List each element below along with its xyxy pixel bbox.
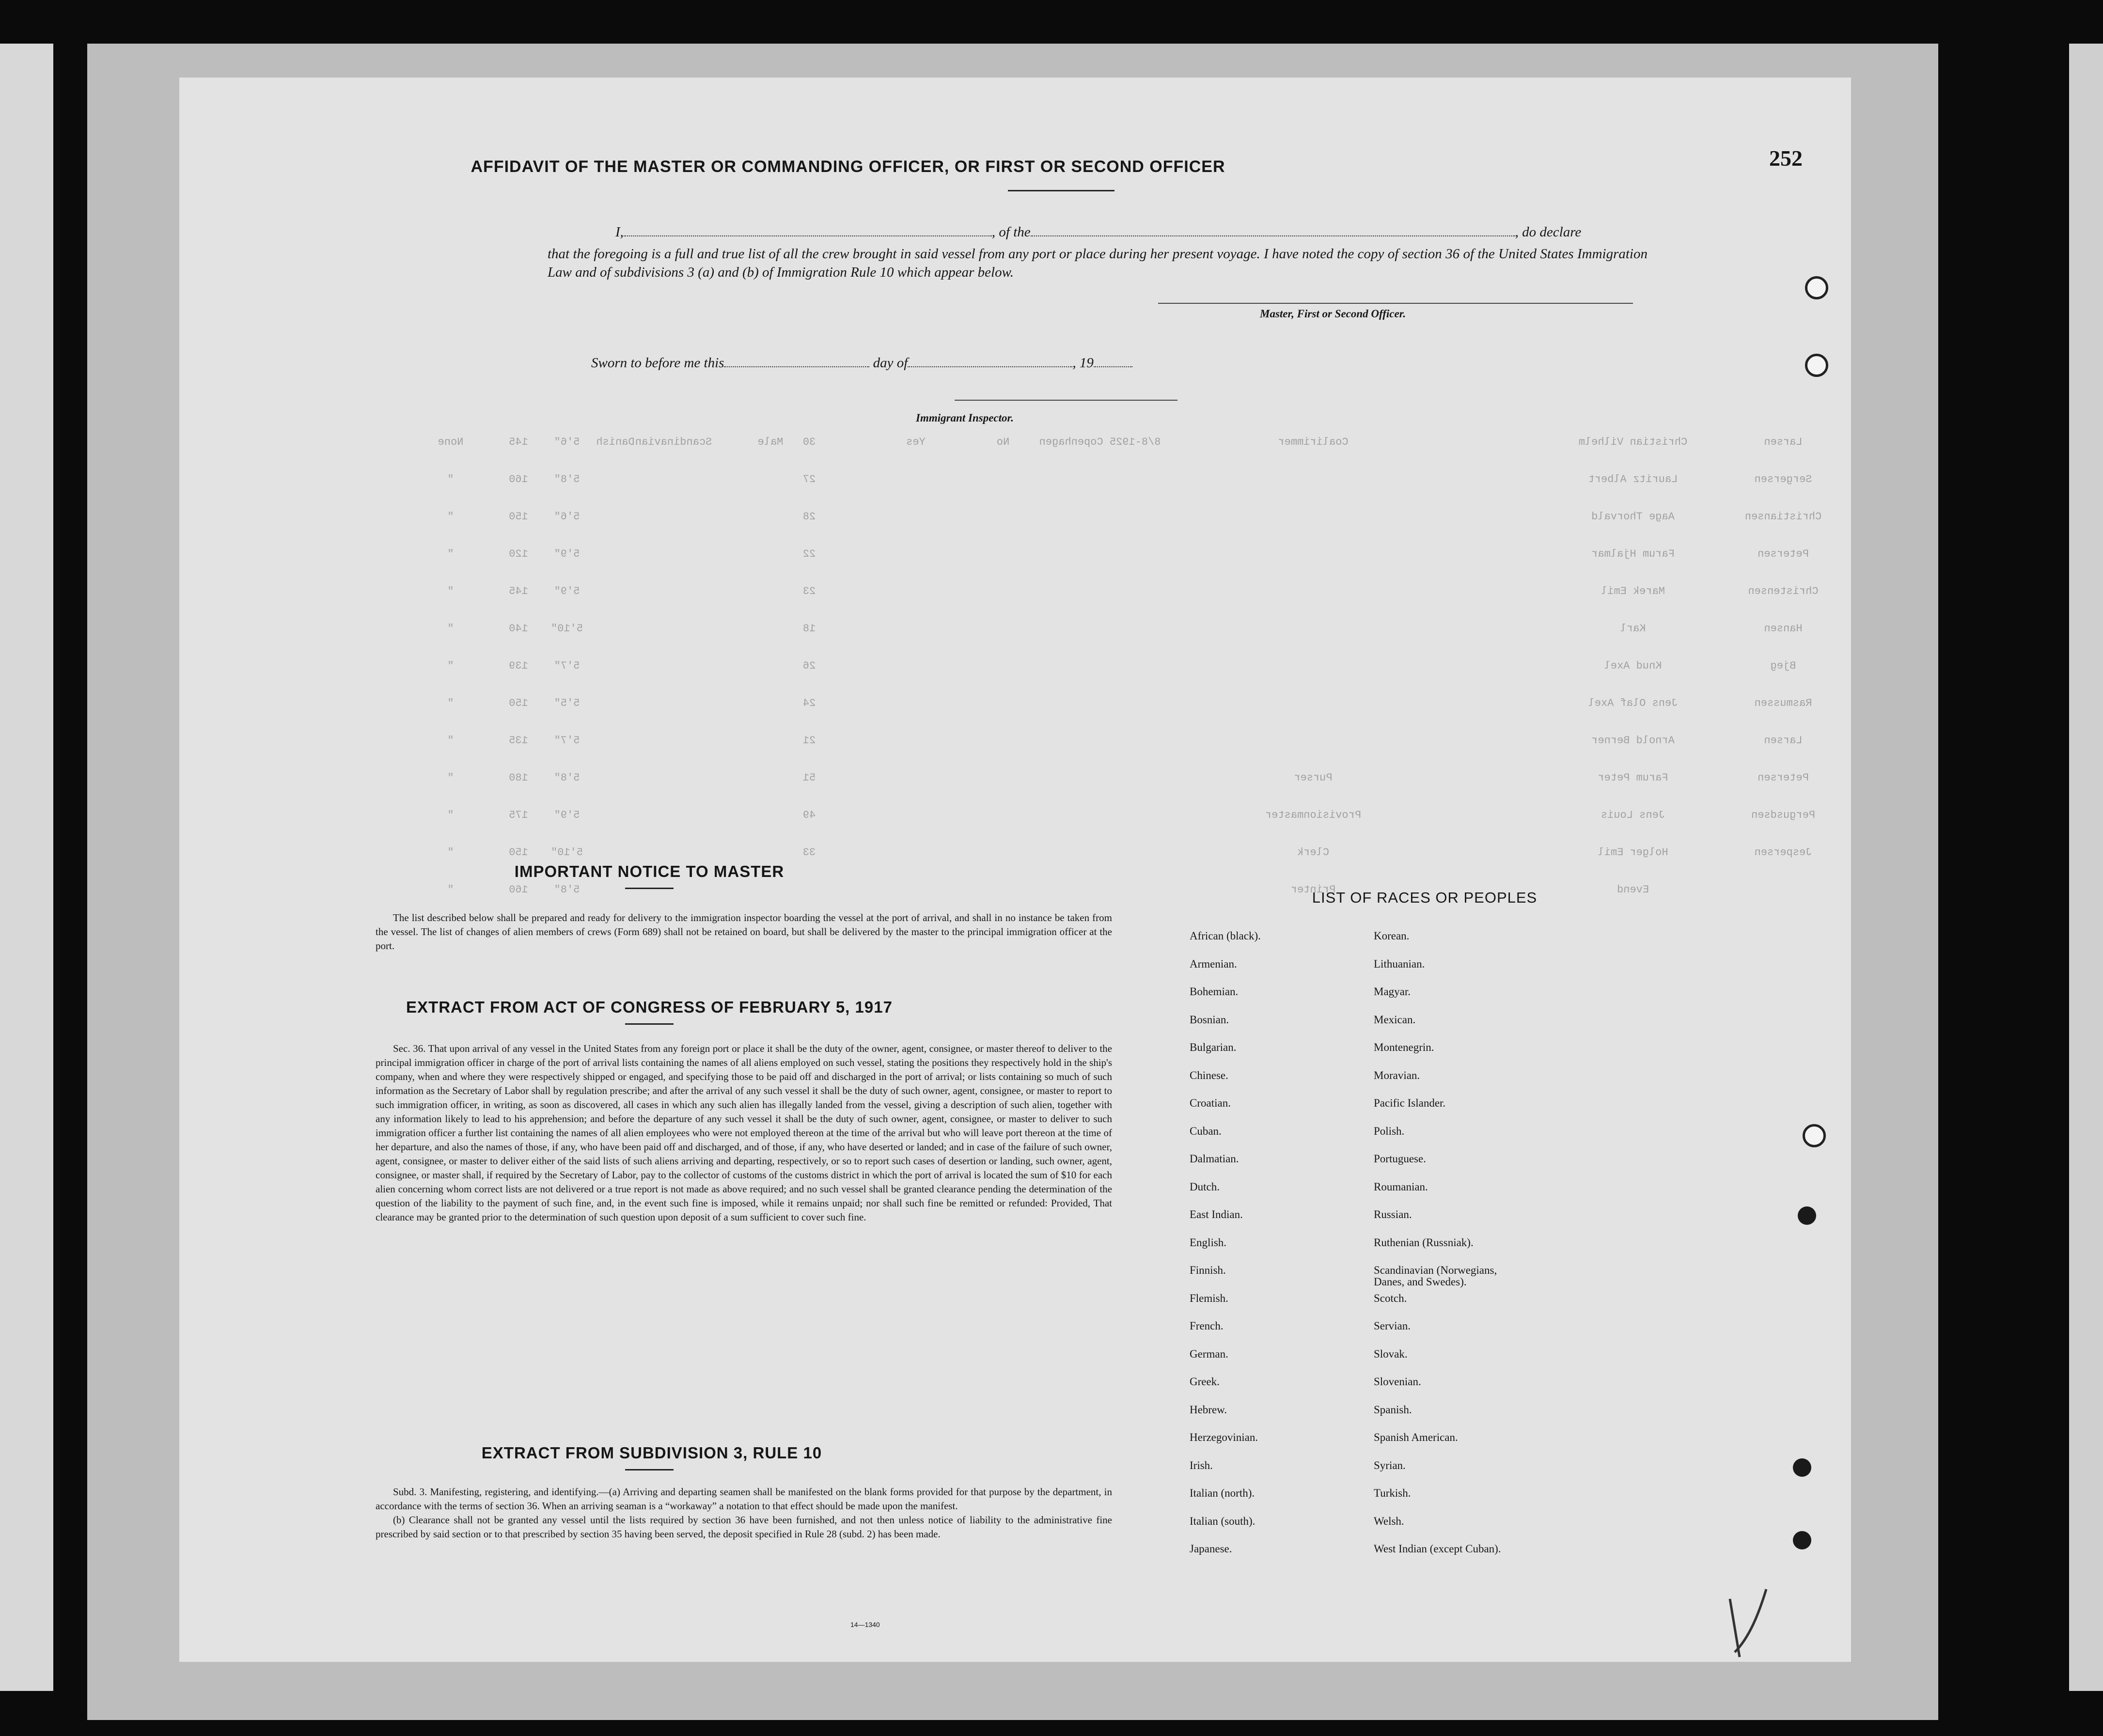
ghost-cell: ": [447, 660, 454, 672]
punch-hole: [1793, 1458, 1811, 1477]
races-title: LIST OF RACES OR PEOPLES: [1312, 889, 1538, 906]
ghost-cell: 135: [509, 735, 528, 747]
extract-act-title: EXTRACT FROM ACT OF CONGRESS OF FEBRUARY 5, 1917: [406, 998, 893, 1016]
ghost-cell: 5'8": [554, 884, 580, 896]
ghost-cell: ": [447, 697, 454, 709]
ghost-cell: Bjeg: [1770, 660, 1796, 672]
race-item: French.: [1190, 1320, 1224, 1332]
ghost-cell: 5'5": [554, 697, 580, 709]
race-item: Irish.: [1190, 1459, 1213, 1471]
ghost-cell: 175: [509, 809, 528, 821]
ghost-cell: 27: [802, 473, 816, 485]
race-item: Slovenian.: [1374, 1376, 1421, 1388]
race-item: Finnish.: [1190, 1264, 1226, 1276]
ghost-cell: 160: [509, 473, 528, 485]
race-item: Pacific Islander.: [1374, 1097, 1446, 1109]
race-item: Scandinavian (Norwegians, Danes, and Swedes).: [1374, 1264, 1497, 1288]
ghost-cell: Petersen: [1758, 548, 1809, 560]
race-item: Bosnian.: [1190, 1013, 1229, 1026]
ghost-row: [179, 585, 1851, 605]
ghost-cell: 23: [802, 585, 816, 597]
ghost-cell: Purser: [1294, 772, 1333, 784]
ghost-row: [179, 660, 1851, 679]
ghost-cell: Jespersen: [1754, 846, 1812, 859]
ghost-cell: Danish: [596, 436, 635, 448]
ghost-row: [179, 735, 1851, 754]
sheet-number: 252: [1769, 146, 1803, 171]
race-item: Greek.: [1190, 1376, 1220, 1388]
race-item: West Indian (except Cuban).: [1374, 1543, 1501, 1555]
ghost-cell: 24: [802, 697, 816, 709]
inspector-label: Immigrant Inspector.: [916, 412, 1014, 424]
ghost-cell: 145: [509, 436, 528, 448]
ghost-cell: 120: [509, 548, 528, 560]
punch-hole: [1805, 276, 1828, 299]
ghost-cell: Farum Peter: [1598, 772, 1668, 784]
races-column-2: [1374, 930, 1501, 1571]
ghost-cell: Jens Louis: [1601, 809, 1665, 821]
ghost-row: [179, 809, 1851, 829]
ghost-cell: 150: [509, 511, 528, 523]
ghost-cell: ": [447, 511, 454, 523]
notice-underline: [625, 888, 674, 889]
race-item: Slovak.: [1374, 1347, 1408, 1360]
race-item: Ruthenian (Russniak).: [1374, 1236, 1474, 1249]
ghost-cell: 51: [802, 772, 816, 784]
race-item: Lithuanian.: [1374, 957, 1425, 970]
ghost-cell: Yes: [906, 436, 926, 448]
adjacent-page-left: [0, 44, 53, 1691]
ghost-cell: Aage Thorvald: [1591, 511, 1675, 523]
race-item: Croatian.: [1190, 1097, 1231, 1109]
ghost-row: [179, 623, 1851, 642]
notice-text: The list described below shall be prepared and ready for delivery to the immigration inspector boarding the vessel at the port of arrival, and shall in no instance be taken from the vessel. The list of changes of alien members of crews (Form 689) shall not be retained on board, but shall be delivered by the master to the principal immigration officer at the port.: [376, 912, 1112, 952]
punch-hole: [1793, 1531, 1811, 1549]
ghost-cell: 139: [509, 660, 528, 672]
ghost-cell: Farum Hjalmar: [1591, 548, 1675, 560]
ghost-cell: Clerk: [1297, 846, 1330, 859]
ghost-cell: Marek Emil: [1601, 585, 1665, 597]
affidavit-title: AFFIDAVIT OF THE MASTER OR COMMANDING OFFICER, OR FIRST OR SECOND OFFICER: [471, 157, 1225, 176]
checkmark-icon: [1720, 1580, 1778, 1662]
ghost-cell: ": [447, 585, 454, 597]
ghost-cell: Christiansen: [1744, 511, 1822, 523]
race-item: Herzegovinian.: [1190, 1431, 1258, 1443]
race-item: Magyar.: [1374, 985, 1411, 998]
ghost-cell: Jens Olaf Axel: [1588, 697, 1678, 709]
ghost-cell: 150: [509, 846, 528, 859]
ghost-cell: 5'7": [554, 660, 580, 672]
ghost-cell: ": [447, 809, 454, 821]
ghost-row: [179, 548, 1851, 567]
race-item: Armenian.: [1190, 957, 1237, 970]
ghost-cell: 28: [802, 511, 816, 523]
race-item: Japanese.: [1190, 1543, 1232, 1555]
ghost-cell: 5'6": [554, 511, 580, 523]
ghost-cell: 18: [802, 623, 816, 635]
ghost-cell: 5'9": [554, 548, 580, 560]
extract-rule-text: Subd. 3. Manifesting, registering, and identifying.—(a) Arriving and departing seamen shall be manifested on the blank forms provided for that purpose by the department, in accordance with the terms of section 36. When an arriving seaman is a “workaway” a notation to that effect should be made upon the manifest. (b) Clearance shall not be granted any vessel until the lists required by section 36 have been furnished, and not then unless notice of liability to the administrative fine prescribed by said section or to that prescribed by section 35 having been served, the deposit specified in Rule 28 (subd. 2) has been made.: [376, 1486, 1112, 1540]
ghost-cell: 33: [802, 846, 816, 859]
race-item: Bohemian.: [1190, 985, 1239, 998]
ghost-cell: 30: [802, 436, 816, 448]
ghost-cell: 8/8-1925 Copenhagen: [1039, 436, 1161, 448]
race-item: Spanish American.: [1374, 1431, 1458, 1443]
race-item: Turkish.: [1374, 1487, 1411, 1499]
ghost-cell: 5'7": [554, 735, 580, 747]
ghost-cell: 160: [509, 884, 528, 896]
punch-hole: [1803, 1124, 1826, 1147]
extract-rule-underline: [625, 1469, 674, 1470]
manifest-page: [179, 78, 1851, 1662]
ghost-cell: Christensen: [1748, 585, 1819, 597]
ghost-cell: Sergersen: [1754, 473, 1812, 485]
ghost-cell: 145: [509, 585, 528, 597]
race-item: Welsh.: [1374, 1515, 1404, 1527]
race-item: African (black).: [1190, 930, 1261, 942]
ghost-cell: 180: [509, 772, 528, 784]
ghost-cell: 140: [509, 623, 528, 635]
race-item: Montenegrin.: [1374, 1041, 1434, 1053]
ghost-cell: 5'10": [550, 846, 583, 859]
ghost-cell: ": [447, 548, 454, 560]
punch-hole: [1805, 354, 1828, 377]
race-item: Flemish.: [1190, 1292, 1228, 1304]
ghost-cell: Pergusdsen: [1751, 809, 1816, 821]
ghost-cell: ": [447, 884, 454, 896]
race-item: Portuguese.: [1374, 1153, 1426, 1165]
ghost-cell: No: [996, 436, 1010, 448]
races-column-1: [1190, 930, 1261, 1571]
ghost-cell: Evend: [1616, 884, 1649, 896]
ghost-cell: Coalirimmer: [1278, 436, 1349, 448]
ghost-cell: 5'6": [554, 436, 580, 448]
ghost-cell: Rasmussen: [1754, 697, 1812, 709]
ghost-row: [179, 511, 1851, 530]
ghost-cell: 26: [802, 660, 816, 672]
ghost-row: [179, 846, 1851, 866]
ghost-cell: Holger Emil: [1598, 846, 1668, 859]
ghost-cell: ": [447, 735, 454, 747]
ghost-cell: Knud Axel: [1604, 660, 1662, 672]
ghost-cell: Provisionmaster: [1265, 809, 1362, 821]
race-item: Italian (south).: [1190, 1515, 1256, 1527]
ghost-cell: Printer: [1290, 884, 1336, 896]
ghost-row: [179, 436, 1851, 455]
affidavit-line1: I, , of the , do declare: [615, 223, 1581, 240]
race-item: Hebrew.: [1190, 1403, 1227, 1416]
extract-act-text: Sec. 36. That upon arrival of any vessel in the United States from any foreign port or place it shall be the duty of the owner, agent, consignee, or master thereof to deliver to the principal immigration officer in charge of the port of arrival lists containing the names of all aliens employed on such vessel, stating the positions they respectively hold in the ship's company, when and where they were respectively shipped or engaged, and specifying those to be paid off and discharged in the port of arrival; or lists containing so much of such information as the Secretary of Labor shall by regulation prescribe; and after the arrival of any such vessel it shall be the duty of such owner, agent, consignee, or master to report to such immigration officer, in writing, as soon as discovered, all cases in which any such alien has illegally landed from the vessel, giving a description of such alien, together with any information likely to lead to his apprehension; and before the departure of any such vessel it shall be the duty of such owner, agent, consignee, or master to deliver to such immigration officer a further list containing the names of all alien employees who were not employed thereon at the time of the arrival but who will leave port thereon at the time of her departure, and also the names of those, if any, who have been paid off and discharged, and of those, if any, who have deserted or landed; and in case of the failure of such owner, agent, consignee, or master to deliver either of the said lists of such aliens arriving and departing, respectively, or so to report such cases of desertion or landing, such owner, agent, consignee, or master shall, if required by the Secretary of Labor, pay to the collector of customs of the customs district in which the port of arrival is located the sum of $10 for each alien concerning whom correct lists are not delivered or a true report is not made as above required; and no such vessel shall be granted clearance pending the determination of the question of the liability to the payment of such fine, and, in the event such fine is imposed, while it remains unpaid; nor shall such fine be remitted or refunded: Provided, That clearance may be granted prior to the determination of such question upon deposit of a sum sufficient to cover such fine.: [376, 1043, 1112, 1223]
ghost-cell: ": [447, 846, 454, 859]
sworn-line: Sworn to before me this day of , 19: [591, 354, 1132, 371]
ghost-cell: ": [447, 623, 454, 635]
ghost-cell: Hansen: [1764, 623, 1803, 635]
ghost-cell: 5'8": [554, 473, 580, 485]
race-item: Bulgarian.: [1190, 1041, 1237, 1053]
race-item: English.: [1190, 1236, 1227, 1249]
ghost-cell: Petersen: [1758, 772, 1809, 784]
ghost-cell: ": [447, 473, 454, 485]
notice-title: IMPORTANT NOTICE TO MASTER: [514, 862, 785, 880]
ghost-cell: ": [447, 772, 454, 784]
race-item: Mexican.: [1374, 1013, 1416, 1026]
ghost-cell: 5'9": [554, 585, 580, 597]
ghost-cell: Christian Vilhelm: [1578, 436, 1688, 448]
ghost-cell: None: [438, 436, 464, 448]
ghost-cell: 5'10": [550, 623, 583, 635]
punch-hole: [1798, 1206, 1816, 1225]
race-item: Dalmatian.: [1190, 1153, 1239, 1165]
extract-act-underline: [625, 1023, 674, 1025]
race-item: Cuban.: [1190, 1125, 1222, 1137]
bleed-through-crew-list: [179, 78, 1851, 1662]
ghost-cell: 150: [509, 697, 528, 709]
race-item: Russian.: [1374, 1208, 1412, 1220]
adjacent-page-right: [2069, 44, 2103, 1691]
ghost-cell: 21: [802, 735, 816, 747]
affidavit-paragraph: that the foregoing is a full and true list of all the crew brought in said vessel from any port or place during her present voyage. I have noted the copy of section 36 of the United States Immigration Law and of subdivisions 3 (a) and (b) of Immigration Rule 10 which appear below.: [548, 246, 1648, 280]
ghost-cell: 49: [802, 809, 816, 821]
ghost-cell: Larsen: [1764, 735, 1803, 747]
ghost-row: [179, 772, 1851, 791]
ghost-cell: Male: [757, 436, 784, 448]
race-item: Dutch.: [1190, 1180, 1220, 1193]
ghost-cell: Karl: [1620, 623, 1646, 635]
race-item: Korean.: [1374, 930, 1410, 942]
race-item: Roumanian.: [1374, 1180, 1428, 1193]
ghost-cell: Lauritz Albert: [1588, 473, 1678, 485]
race-item: Chinese.: [1190, 1069, 1228, 1081]
extract-rule-title: EXTRACT FROM SUBDIVISION 3, RULE 10: [481, 1444, 822, 1462]
ghost-row: [179, 697, 1851, 717]
ghost-row: [179, 473, 1851, 493]
race-item: East Indian.: [1190, 1208, 1243, 1220]
race-item: German.: [1190, 1347, 1228, 1360]
ghost-cell: Larsen: [1764, 436, 1803, 448]
ghost-cell: 5'9": [554, 809, 580, 821]
race-item: Scotch.: [1374, 1292, 1407, 1304]
ghost-cell: 5'8": [554, 772, 580, 784]
ghost-cell: Scandinavian: [635, 436, 712, 448]
form-code: 14—1340: [850, 1621, 880, 1628]
ghost-cell: 22: [802, 548, 816, 560]
race-item: Syrian.: [1374, 1459, 1406, 1471]
signature-label: Master, First or Second Officer.: [1260, 308, 1406, 320]
race-item: Polish.: [1374, 1125, 1405, 1137]
ghost-cell: Arnold Berner: [1591, 735, 1675, 747]
race-item: Moravian.: [1374, 1069, 1420, 1081]
race-item: Italian (north).: [1190, 1487, 1255, 1499]
race-item: Servian.: [1374, 1320, 1411, 1332]
race-item: Spanish.: [1374, 1403, 1412, 1416]
